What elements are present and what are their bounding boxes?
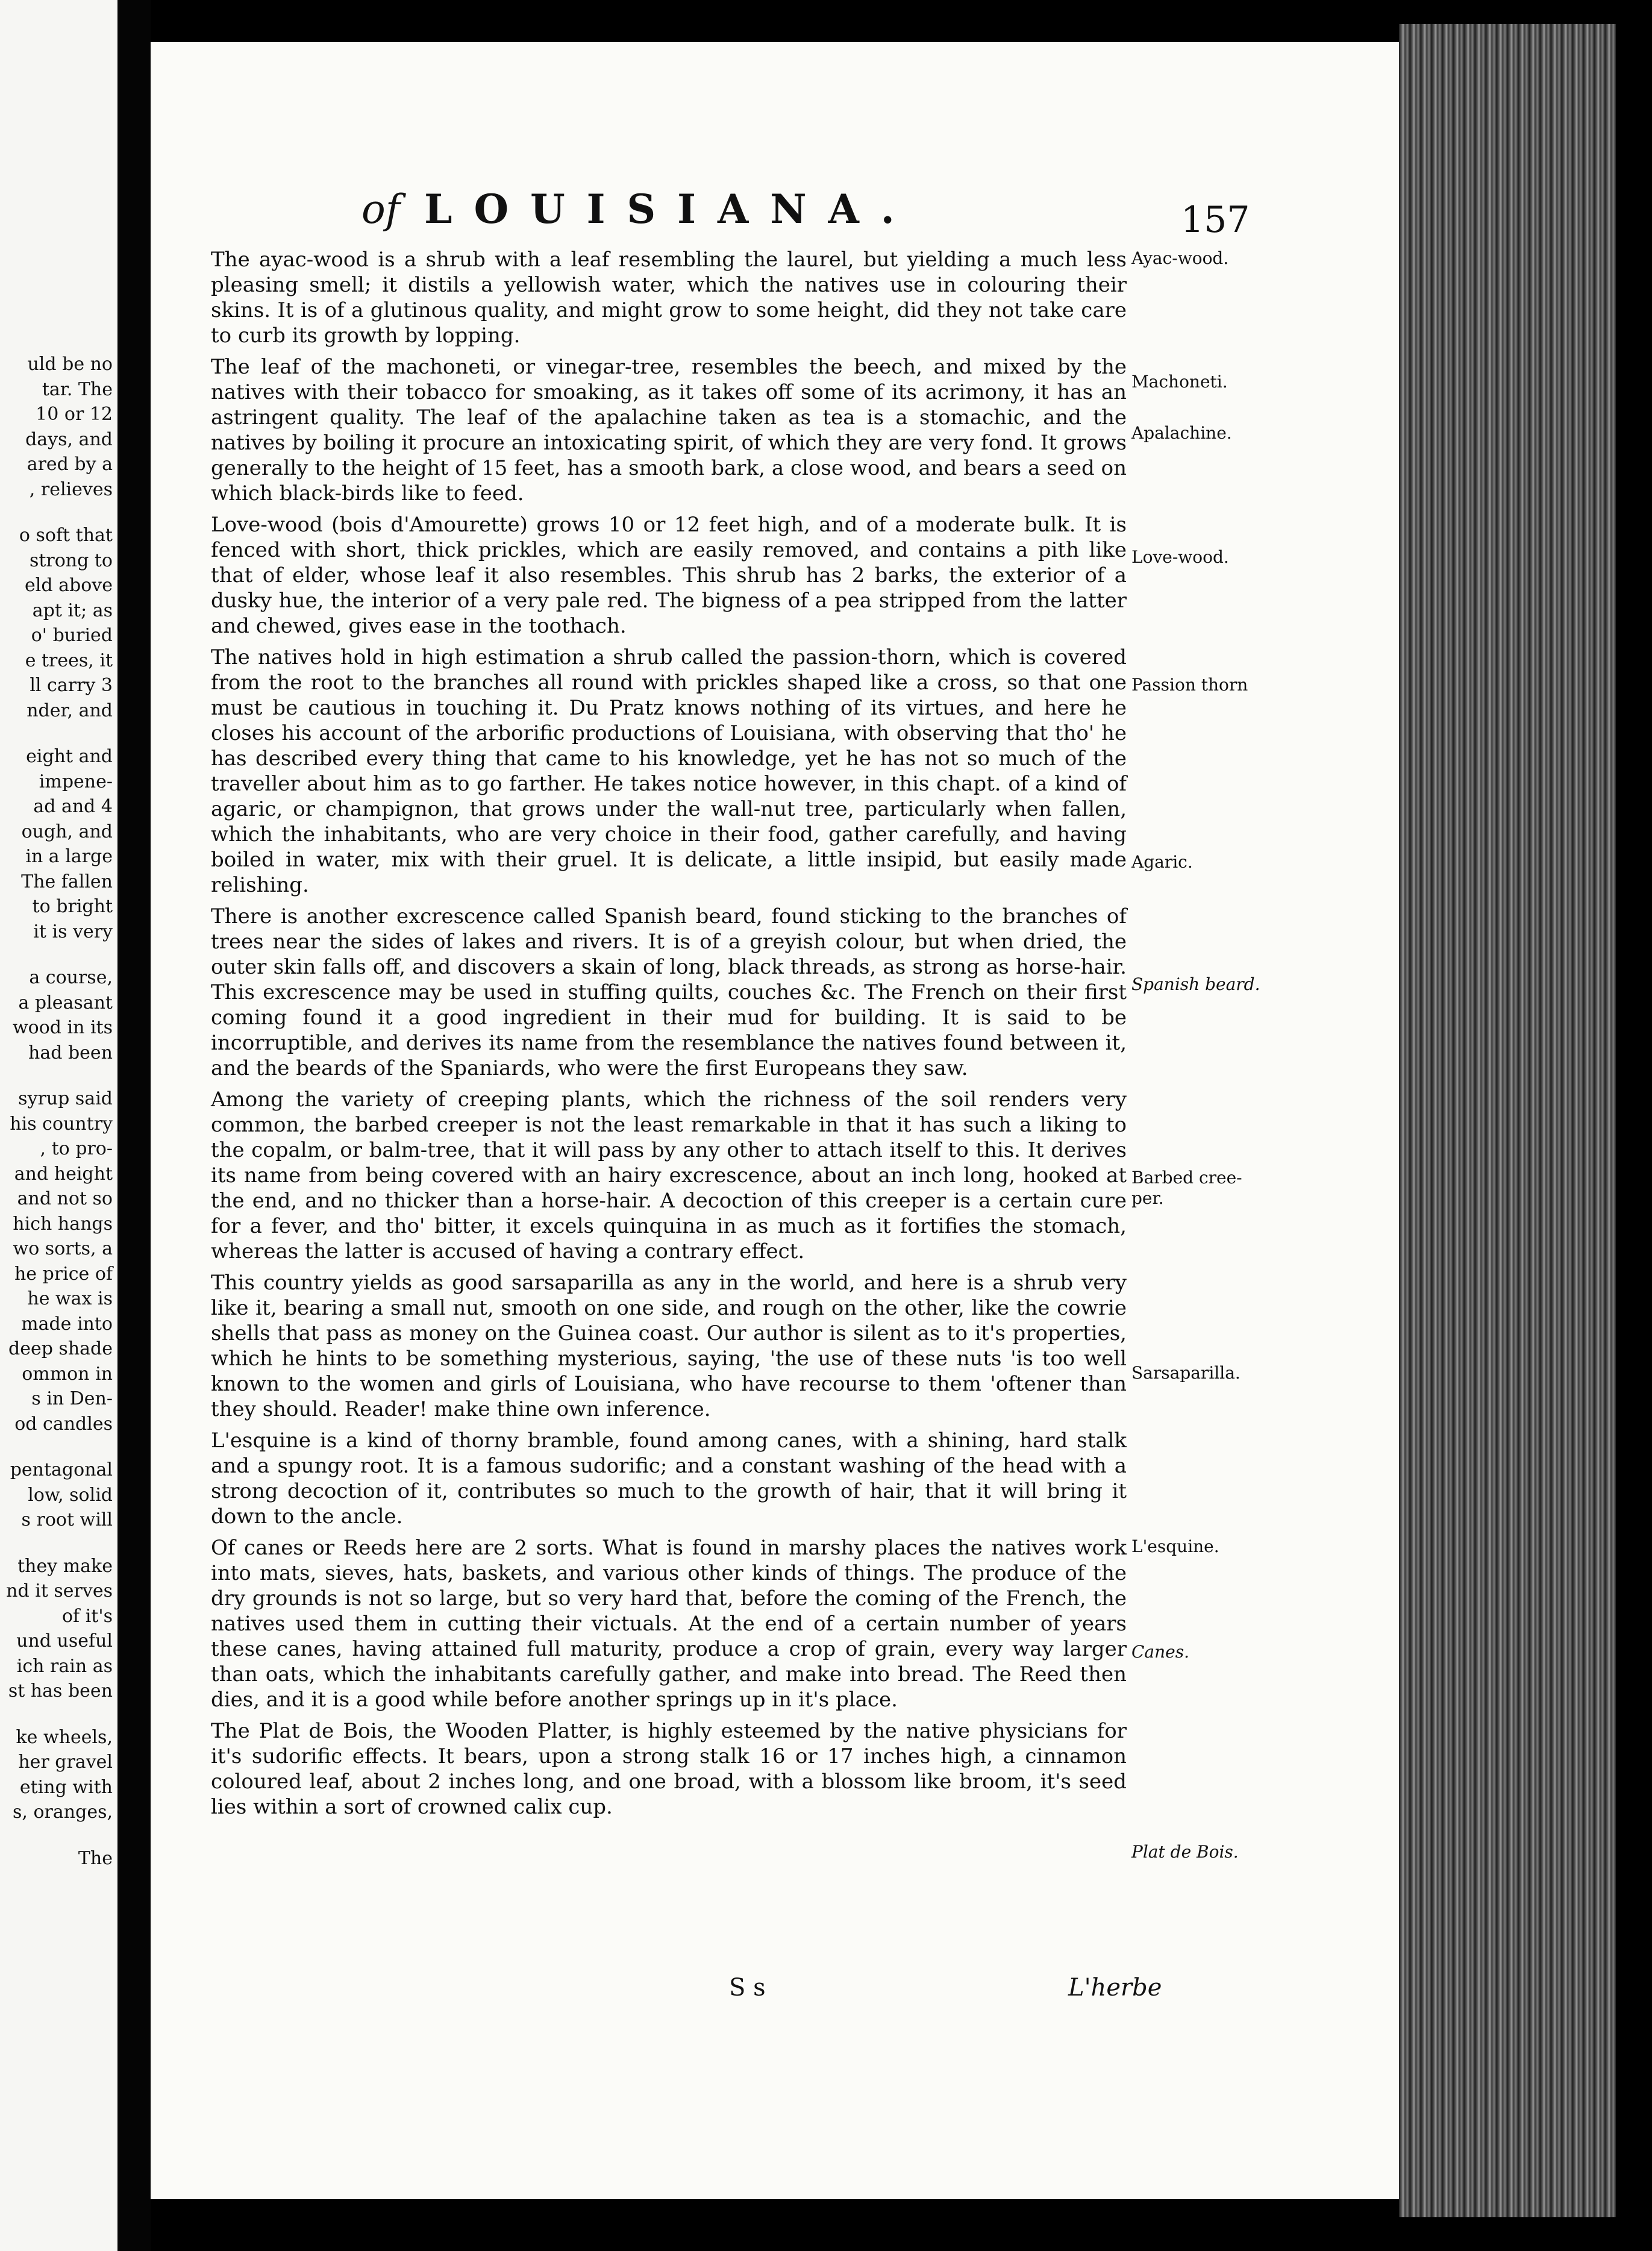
right-border [1616, 0, 1652, 2251]
side-note-passion-thorn: Passion thorn [1131, 675, 1248, 695]
facing-page-line: apt it; as [32, 600, 113, 621]
facing-page-line: eting with [19, 1776, 113, 1798]
facing-page-line: nder, and [27, 700, 113, 721]
paragraph-sarsaparilla: This country yields as good sarsaparilla as any in the world, and here is a shrub very like it, bearing a small nut, smooth on one side, and rough on the other, like the cowrie shells that pass as money on the Guinea coast. Our author is silent as to it's properties, which he hints to be something mysterious, saying, 'the use of these nuts 'is too well known to the women and girls of Louisiana, who have recourse to them 'oftener than they should. Reader! make thine own inference. [211, 1271, 1127, 1421]
facing-page-line: ared by a [27, 454, 113, 475]
facing-page-line [1, 724, 113, 745]
facing-page-line: s, oranges, [13, 1802, 113, 1823]
page-edge [1399, 24, 1616, 2217]
running-head [361, 186, 916, 233]
facing-page-line: , to pro- [40, 1138, 113, 1159]
facing-page-line [1, 945, 113, 966]
facing-page-line: o soft that [19, 525, 113, 546]
side-note-barbed-creeper-2: per. [1131, 1188, 1164, 1208]
facing-page-line: od candles [14, 1413, 113, 1435]
facing-page-line: ough, and [21, 821, 113, 842]
side-note-machoneti: Machoneti. [1131, 372, 1228, 392]
paragraph-lesquine: L'esquine is a kind of thorny bramble, found among canes, with a shining, hard stalk and a spungy root. It is a famous sudorific; and a constant washing of the head with a strong decoction of it, contributes so much to the growth of hair, that it will bring it down to the ancle. [211, 1429, 1127, 1529]
side-note-agaric: Agaric. [1131, 852, 1193, 872]
paragraph-passion-thorn: The natives hold in high estimation a shrub called the passion-thorn, which is covered from the root to the branches all round with prickles shaped like a cross, so that one must be cautious in touching it. Du Pratz knows nothing of its virtues, and here he closes his account of the arborific productions of Louisiana, with observing that tho' he has described every thing that came to his knowledge, yet he has not so much of the traveller about him as to go farther. He takes notice however, in this chapt. of a kind of agaric, or champignon, that grows under the wall-nut tree, particularly when fallen, which the inhabitants, who are very choice in their food, gather carefully, and having boiled in water, mix with their gruel. It is delicate, a little insipid, but easily made relishing. [211, 645, 1127, 897]
side-note-sarsaparilla: Sarsaparilla. [1131, 1363, 1241, 1383]
facing-page-line: her gravel [18, 1752, 113, 1773]
facing-page-line [1, 1705, 113, 1726]
facing-page-line: o' buried [31, 625, 113, 646]
facing-page-line: his country [10, 1113, 113, 1135]
facing-page-line: and not so [17, 1188, 113, 1209]
side-note-plat-de-bois: Plat de Bois. [1131, 1842, 1239, 1862]
side-note-apalachine: Apalachine. [1131, 423, 1232, 443]
facing-page-line: ich rain as [16, 1655, 113, 1677]
side-note-barbed-creeper-1: Barbed cree- [1131, 1168, 1242, 1188]
facing-page-line: in a large [25, 846, 113, 867]
facing-page-line: wood in its [12, 1017, 113, 1038]
paragraph-spanish-beard: There is another excrescence called Spanish beard, found sticking to the branches of trees near the sides of lakes and rivers. It is of a greyish colour, but when dried, the outer skin falls off, and discovers a skain of long, black threads, as strong as horse-hair. This excrescence may be used in stuffing quilts, couches &c. The French on their first coming found it a good ingredient in their mud for building. It is said to be incorruptible, and derives its name from the resemblance the natives found between it, and the beards of the Spaniards, who were the first Europeans they saw. [211, 904, 1127, 1080]
facing-page-line [1, 502, 113, 524]
facing-page-line: s in Den- [31, 1388, 113, 1409]
facing-page-line: deep shade [8, 1338, 113, 1359]
facing-page-line: it is very [33, 921, 113, 942]
facing-page-line: they make [17, 1555, 113, 1577]
facing-page-line: of it's [62, 1605, 113, 1627]
facing-page-line: a pleasant [18, 992, 113, 1013]
facing-page-line: ad and 4 [33, 796, 113, 817]
facing-page-line: had been [28, 1042, 113, 1063]
facing-page-line: made into [21, 1313, 113, 1335]
facing-page-line: strong to [29, 549, 113, 571]
facing-page-line: and height [14, 1163, 113, 1185]
body-text [211, 247, 1127, 1826]
paragraph-machoneti: The leaf of the machoneti, or vinegar-tree, resembles the beech, and mixed by the natives with their tobacco for smoaking, as it takes off some of its acrimony, it has an astringent quality. The leaf of the apalachine taken as tea is a stomachic, and the natives by boiling it procure an intoxicating spirit, of which they are very fond. It grows generally to the height of 15 feet, has a smooth bark, a close wood, and bears a seed on which black-birds like to feed. [211, 355, 1127, 506]
facing-page-line: ll carry 3 [30, 675, 113, 696]
facing-page-line: , relieves [29, 478, 113, 500]
facing-page-line: ke wheels, [16, 1726, 113, 1748]
facing-page-line: st has been [8, 1680, 113, 1702]
facing-page-line: eight and [26, 746, 113, 767]
signature-mark: S s [729, 1974, 766, 2002]
page-number: 157 [1181, 199, 1250, 241]
side-note-canes: Canes. [1131, 1642, 1189, 1662]
paragraph-canes: Of canes or Reeds here are 2 sorts. What is found in marshy places the natives work into mats, sieves, hats, baskets, and various other kinds of things. The produce of the dry grounds is not so large, but so very hard that, before the coming of the French, the natives used them in cutting their victuals. At the end of a certain number of years these canes, having attained full maturity, produce a crop of grain, every way larger than oats, which the inhabitants carefully gather, and make into bread. The Reed then dies, and it is a good while before another springs up in it's place. [211, 1536, 1127, 1712]
facing-page-line: he price of [14, 1263, 113, 1285]
book-gutter [117, 0, 151, 2251]
paragraph-love-wood: Love-wood (bois d'Amourette) grows 10 or 12 feet high, and of a moderate bulk. It is fenced with short, thick prickles, which are easily removed, and contains a pith like that of elder, whose leaf it also resembles. This shrub has 2 barks, the exterior of a dusky hue, the interior of a very pale red. The bigness of a pea stripped from the latter and chewed, gives ease in the toothach. [211, 513, 1127, 638]
facing-page-line: und useful [16, 1630, 113, 1651]
facing-page-line: nd it serves [6, 1580, 113, 1601]
paragraph-plat-de-bois: The Plat de Bois, the Wooden Platter, is highly esteemed by the native physicians for it's sudorific effects. It bears, upon a strong stalk 16 or 17 inches high, a cinnamon coloured leaf, about 2 inches long, and one broad, with a blossom like broom, it's seed lies within a sort of crowned calix cup. [211, 1719, 1127, 1819]
facing-page-line: impene- [39, 771, 113, 792]
facing-page-line: hich hangs [13, 1213, 113, 1235]
facing-page-line [1, 1066, 113, 1087]
facing-page-line: e trees, it [25, 650, 113, 671]
facing-page-line: uld be no [27, 354, 113, 375]
running-head-title: LOUISIANA. [424, 186, 916, 233]
facing-page-line: s root will [21, 1509, 113, 1530]
paragraph-barbed-creeper: Among the variety of creeping plants, which the richness of the soil renders very common, the barbed creeper is not the least remarkable in that it has such a liking to the copalm, or balm-tree, that it will pass by any other to attach itself to this. It derives its name from being covered with an hairy excrescence, about an inch long, hooked at the end, and no thicker than a horse-hair. A decoction of this creeper is a certain cure for a fever, and tho' bitter, it excels quinquina in as much as it fortifies the stomach, whereas the latter is accused of having a contrary effect. [211, 1088, 1127, 1263]
facing-page-line [1, 1437, 113, 1458]
side-note-spanish-beard: Spanish beard. [1131, 974, 1260, 994]
facing-page-lines [1, 352, 113, 1871]
facing-page-line: 10 or 12 [36, 404, 113, 425]
facing-page-line: tar. The [42, 378, 113, 400]
facing-page-line [1, 1533, 113, 1554]
facing-page-fragment [0, 0, 117, 2251]
facing-page-line: ommon in [22, 1363, 113, 1385]
facing-page-line: pentagonal [10, 1459, 113, 1480]
running-head-of: of [361, 186, 401, 233]
facing-page-line: days, and [25, 428, 113, 450]
facing-page-line: The fallen [21, 871, 113, 892]
side-note-ayac-wood: Ayac-wood. [1131, 248, 1229, 268]
facing-page-line: he wax is [27, 1288, 113, 1309]
facing-page-line: to bright [32, 896, 113, 917]
facing-page-line: low, solid [28, 1484, 113, 1506]
facing-page-line: syrup said [18, 1088, 113, 1109]
side-note-love-wood: Love-wood. [1131, 547, 1229, 567]
facing-page-line: eld above [25, 575, 113, 596]
facing-page-line: a course, [29, 967, 113, 988]
facing-page-line: wo sorts, a [13, 1238, 113, 1259]
paragraph-ayac-wood: The ayac-wood is a shrub with a leaf resembling the laurel, but yielding a much less pleasing smell; it distils a yellowish water, which the natives use in colouring their skins. It is of a glutinous quality, and might grow to some height, did they not take care to curb its growth by lopping. [211, 248, 1127, 348]
catchword: L'herbe [1068, 1974, 1162, 2002]
facing-page-line [1, 1826, 113, 1847]
facing-page-line: The [78, 1847, 113, 1869]
side-note-lesquine: L'esquine. [1131, 1536, 1219, 1556]
